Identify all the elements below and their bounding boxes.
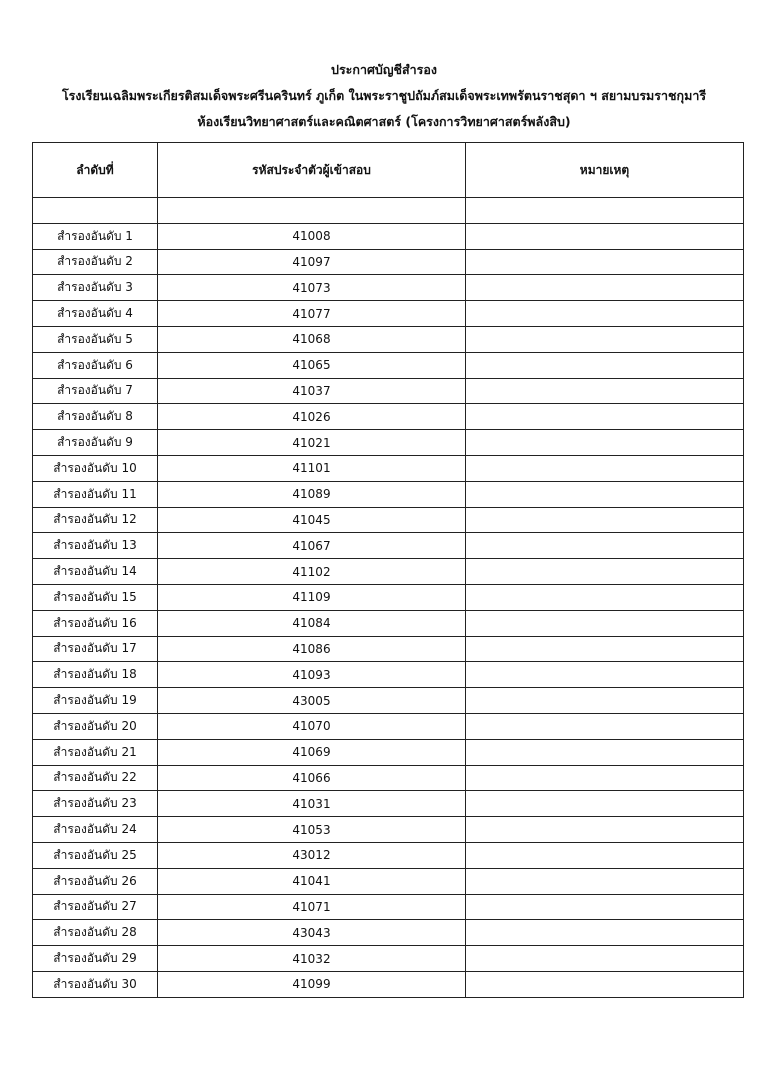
note-cell bbox=[466, 662, 744, 688]
exam-code-cell: 41071 bbox=[158, 894, 466, 920]
rank-cell: สำรองอันดับ 21 bbox=[33, 739, 158, 765]
rank-cell: สำรองอันดับ 10 bbox=[33, 455, 158, 481]
rank-cell: สำรองอันดับ 3 bbox=[33, 275, 158, 301]
table-row bbox=[33, 275, 744, 301]
announcement-title: ประกาศบัญชีสำรอง bbox=[331, 62, 437, 77]
note-cell bbox=[466, 249, 744, 275]
table-row bbox=[33, 584, 744, 610]
note-cell bbox=[466, 636, 744, 662]
rank-cell: สำรองอันดับ 13 bbox=[33, 533, 158, 559]
exam-code-cell: 41041 bbox=[158, 868, 466, 894]
table-row bbox=[33, 610, 744, 636]
exam-code-cell: 43005 bbox=[158, 688, 466, 714]
rank-cell: สำรองอันดับ 11 bbox=[33, 481, 158, 507]
table-header-row bbox=[33, 143, 744, 198]
note-cell bbox=[466, 688, 744, 714]
rank-cell: สำรองอันดับ 2 bbox=[33, 249, 158, 275]
rank-cell: สำรองอันดับ 15 bbox=[33, 584, 158, 610]
note-cell bbox=[466, 765, 744, 791]
rank-cell: สำรองอันดับ 23 bbox=[33, 791, 158, 817]
column-header-rank: ลำดับที่ bbox=[33, 143, 158, 198]
note-cell bbox=[466, 481, 744, 507]
note-cell bbox=[466, 352, 744, 378]
exam-code-cell: 41109 bbox=[158, 584, 466, 610]
table-row bbox=[33, 301, 744, 327]
reserve-list-table bbox=[32, 142, 744, 998]
exam-code-cell: 41067 bbox=[158, 533, 466, 559]
rank-cell: สำรองอันดับ 18 bbox=[33, 662, 158, 688]
rank-cell: สำรองอันดับ 9 bbox=[33, 430, 158, 456]
note-cell bbox=[466, 378, 744, 404]
note-cell bbox=[466, 894, 744, 920]
note-cell bbox=[466, 739, 744, 765]
rank-cell: สำรองอันดับ 27 bbox=[33, 894, 158, 920]
exam-code-cell: 41066 bbox=[158, 765, 466, 791]
table-row bbox=[33, 739, 744, 765]
table-body bbox=[33, 198, 744, 998]
exam-code-cell: 41073 bbox=[158, 275, 466, 301]
rank-cell: สำรองอันดับ 20 bbox=[33, 713, 158, 739]
rank-cell: สำรองอันดับ 17 bbox=[33, 636, 158, 662]
exam-code-cell: 41097 bbox=[158, 249, 466, 275]
exam-code-cell: 41026 bbox=[158, 404, 466, 430]
exam-code-cell: 41093 bbox=[158, 662, 466, 688]
exam-code-cell: 41068 bbox=[158, 326, 466, 352]
table-row bbox=[33, 946, 744, 972]
exam-code-cell: 41037 bbox=[158, 378, 466, 404]
exam-code-cell: 41053 bbox=[158, 817, 466, 843]
column-header-note: หมายเหตุ bbox=[466, 143, 744, 198]
rank-cell: สำรองอันดับ 1 bbox=[33, 223, 158, 249]
rank-cell: สำรองอันดับ 14 bbox=[33, 559, 158, 585]
table-row bbox=[33, 713, 744, 739]
exam-code-cell: 41101 bbox=[158, 455, 466, 481]
rank-cell: สำรองอันดับ 12 bbox=[33, 507, 158, 533]
note-cell bbox=[466, 817, 744, 843]
note-cell bbox=[466, 404, 744, 430]
rank-cell: สำรองอันดับ 30 bbox=[33, 971, 158, 997]
table-row bbox=[33, 662, 744, 688]
note-cell bbox=[466, 868, 744, 894]
table-row bbox=[33, 868, 744, 894]
program-name: ห้องเรียนวิทยาศาสตร์และคณิตศาสตร์ (โครงการวิทยาศาสตร์พลังสิบ) bbox=[197, 114, 571, 129]
note-cell bbox=[466, 842, 744, 868]
rank-cell: สำรองอันดับ 8 bbox=[33, 404, 158, 430]
rank-cell: สำรองอันดับ 22 bbox=[33, 765, 158, 791]
table-row bbox=[33, 791, 744, 817]
rank-cell: สำรองอันดับ 4 bbox=[33, 301, 158, 327]
note-cell bbox=[466, 791, 744, 817]
exam-code-cell: 41089 bbox=[158, 481, 466, 507]
rank-cell: สำรองอันดับ 16 bbox=[33, 610, 158, 636]
table-row bbox=[33, 920, 744, 946]
note-cell bbox=[466, 430, 744, 456]
exam-code-cell: 41084 bbox=[158, 610, 466, 636]
note-cell bbox=[466, 610, 744, 636]
exam-code-cell: 41086 bbox=[158, 636, 466, 662]
table-row bbox=[33, 430, 744, 456]
exam-code-cell: 41077 bbox=[158, 301, 466, 327]
table-row bbox=[33, 455, 744, 481]
table-row bbox=[33, 559, 744, 585]
note-cell bbox=[466, 533, 744, 559]
exam-code-cell: 41032 bbox=[158, 946, 466, 972]
note-cell bbox=[466, 584, 744, 610]
exam-code-cell: 43043 bbox=[158, 920, 466, 946]
table-row bbox=[33, 507, 744, 533]
note-cell bbox=[466, 713, 744, 739]
note-cell bbox=[466, 301, 744, 327]
exam-code-cell: 41069 bbox=[158, 739, 466, 765]
exam-code-cell: 41099 bbox=[158, 971, 466, 997]
exam-code-cell: 41008 bbox=[158, 223, 466, 249]
note-cell bbox=[466, 455, 744, 481]
rank-cell: สำรองอันดับ 28 bbox=[33, 920, 158, 946]
table-row bbox=[33, 533, 744, 559]
rank-cell: สำรองอันดับ 5 bbox=[33, 326, 158, 352]
table-row bbox=[33, 326, 744, 352]
table-row bbox=[33, 817, 744, 843]
exam-code-cell: 41031 bbox=[158, 791, 466, 817]
table-row bbox=[33, 842, 744, 868]
rank-cell: สำรองอันดับ 24 bbox=[33, 817, 158, 843]
table-row bbox=[33, 404, 744, 430]
note-cell bbox=[466, 223, 744, 249]
column-header-exam-code: รหัสประจำตัวผู้เข้าสอบ bbox=[158, 143, 466, 198]
table-row bbox=[33, 481, 744, 507]
exam-code-cell: 41045 bbox=[158, 507, 466, 533]
note-cell bbox=[466, 946, 744, 972]
note-cell bbox=[466, 275, 744, 301]
rank-cell: สำรองอันดับ 25 bbox=[33, 842, 158, 868]
note-cell bbox=[466, 326, 744, 352]
exam-code-cell: 41070 bbox=[158, 713, 466, 739]
table-row bbox=[33, 223, 744, 249]
rank-cell: สำรองอันดับ 6 bbox=[33, 352, 158, 378]
table-row bbox=[33, 971, 744, 997]
note-cell bbox=[466, 559, 744, 585]
exam-code-cell: 41021 bbox=[158, 430, 466, 456]
table-row bbox=[33, 352, 744, 378]
table-row bbox=[33, 894, 744, 920]
exam-code-cell: 43012 bbox=[158, 842, 466, 868]
table-row bbox=[33, 378, 744, 404]
rank-cell: สำรองอันดับ 19 bbox=[33, 688, 158, 714]
table-row bbox=[33, 765, 744, 791]
rank-cell: สำรองอันดับ 29 bbox=[33, 946, 158, 972]
exam-code-cell: 41065 bbox=[158, 352, 466, 378]
note-cell bbox=[466, 920, 744, 946]
table-spacer-row bbox=[33, 198, 744, 224]
school-name: โรงเรียนเฉลิมพระเกียรติสมเด็จพระศรีนครินทร์ ภูเก็ต ในพระราชูปถัมภ์สมเด็จพระเทพรัตนราชสุดา ฯ สยามบรมราชกุมารี bbox=[61, 88, 707, 103]
note-cell bbox=[466, 507, 744, 533]
exam-code-cell: 41102 bbox=[158, 559, 466, 585]
table-row bbox=[33, 688, 744, 714]
note-cell bbox=[466, 971, 744, 997]
table-row bbox=[33, 636, 744, 662]
rank-cell: สำรองอันดับ 26 bbox=[33, 868, 158, 894]
rank-cell: สำรองอันดับ 7 bbox=[33, 378, 158, 404]
table-row bbox=[33, 249, 744, 275]
